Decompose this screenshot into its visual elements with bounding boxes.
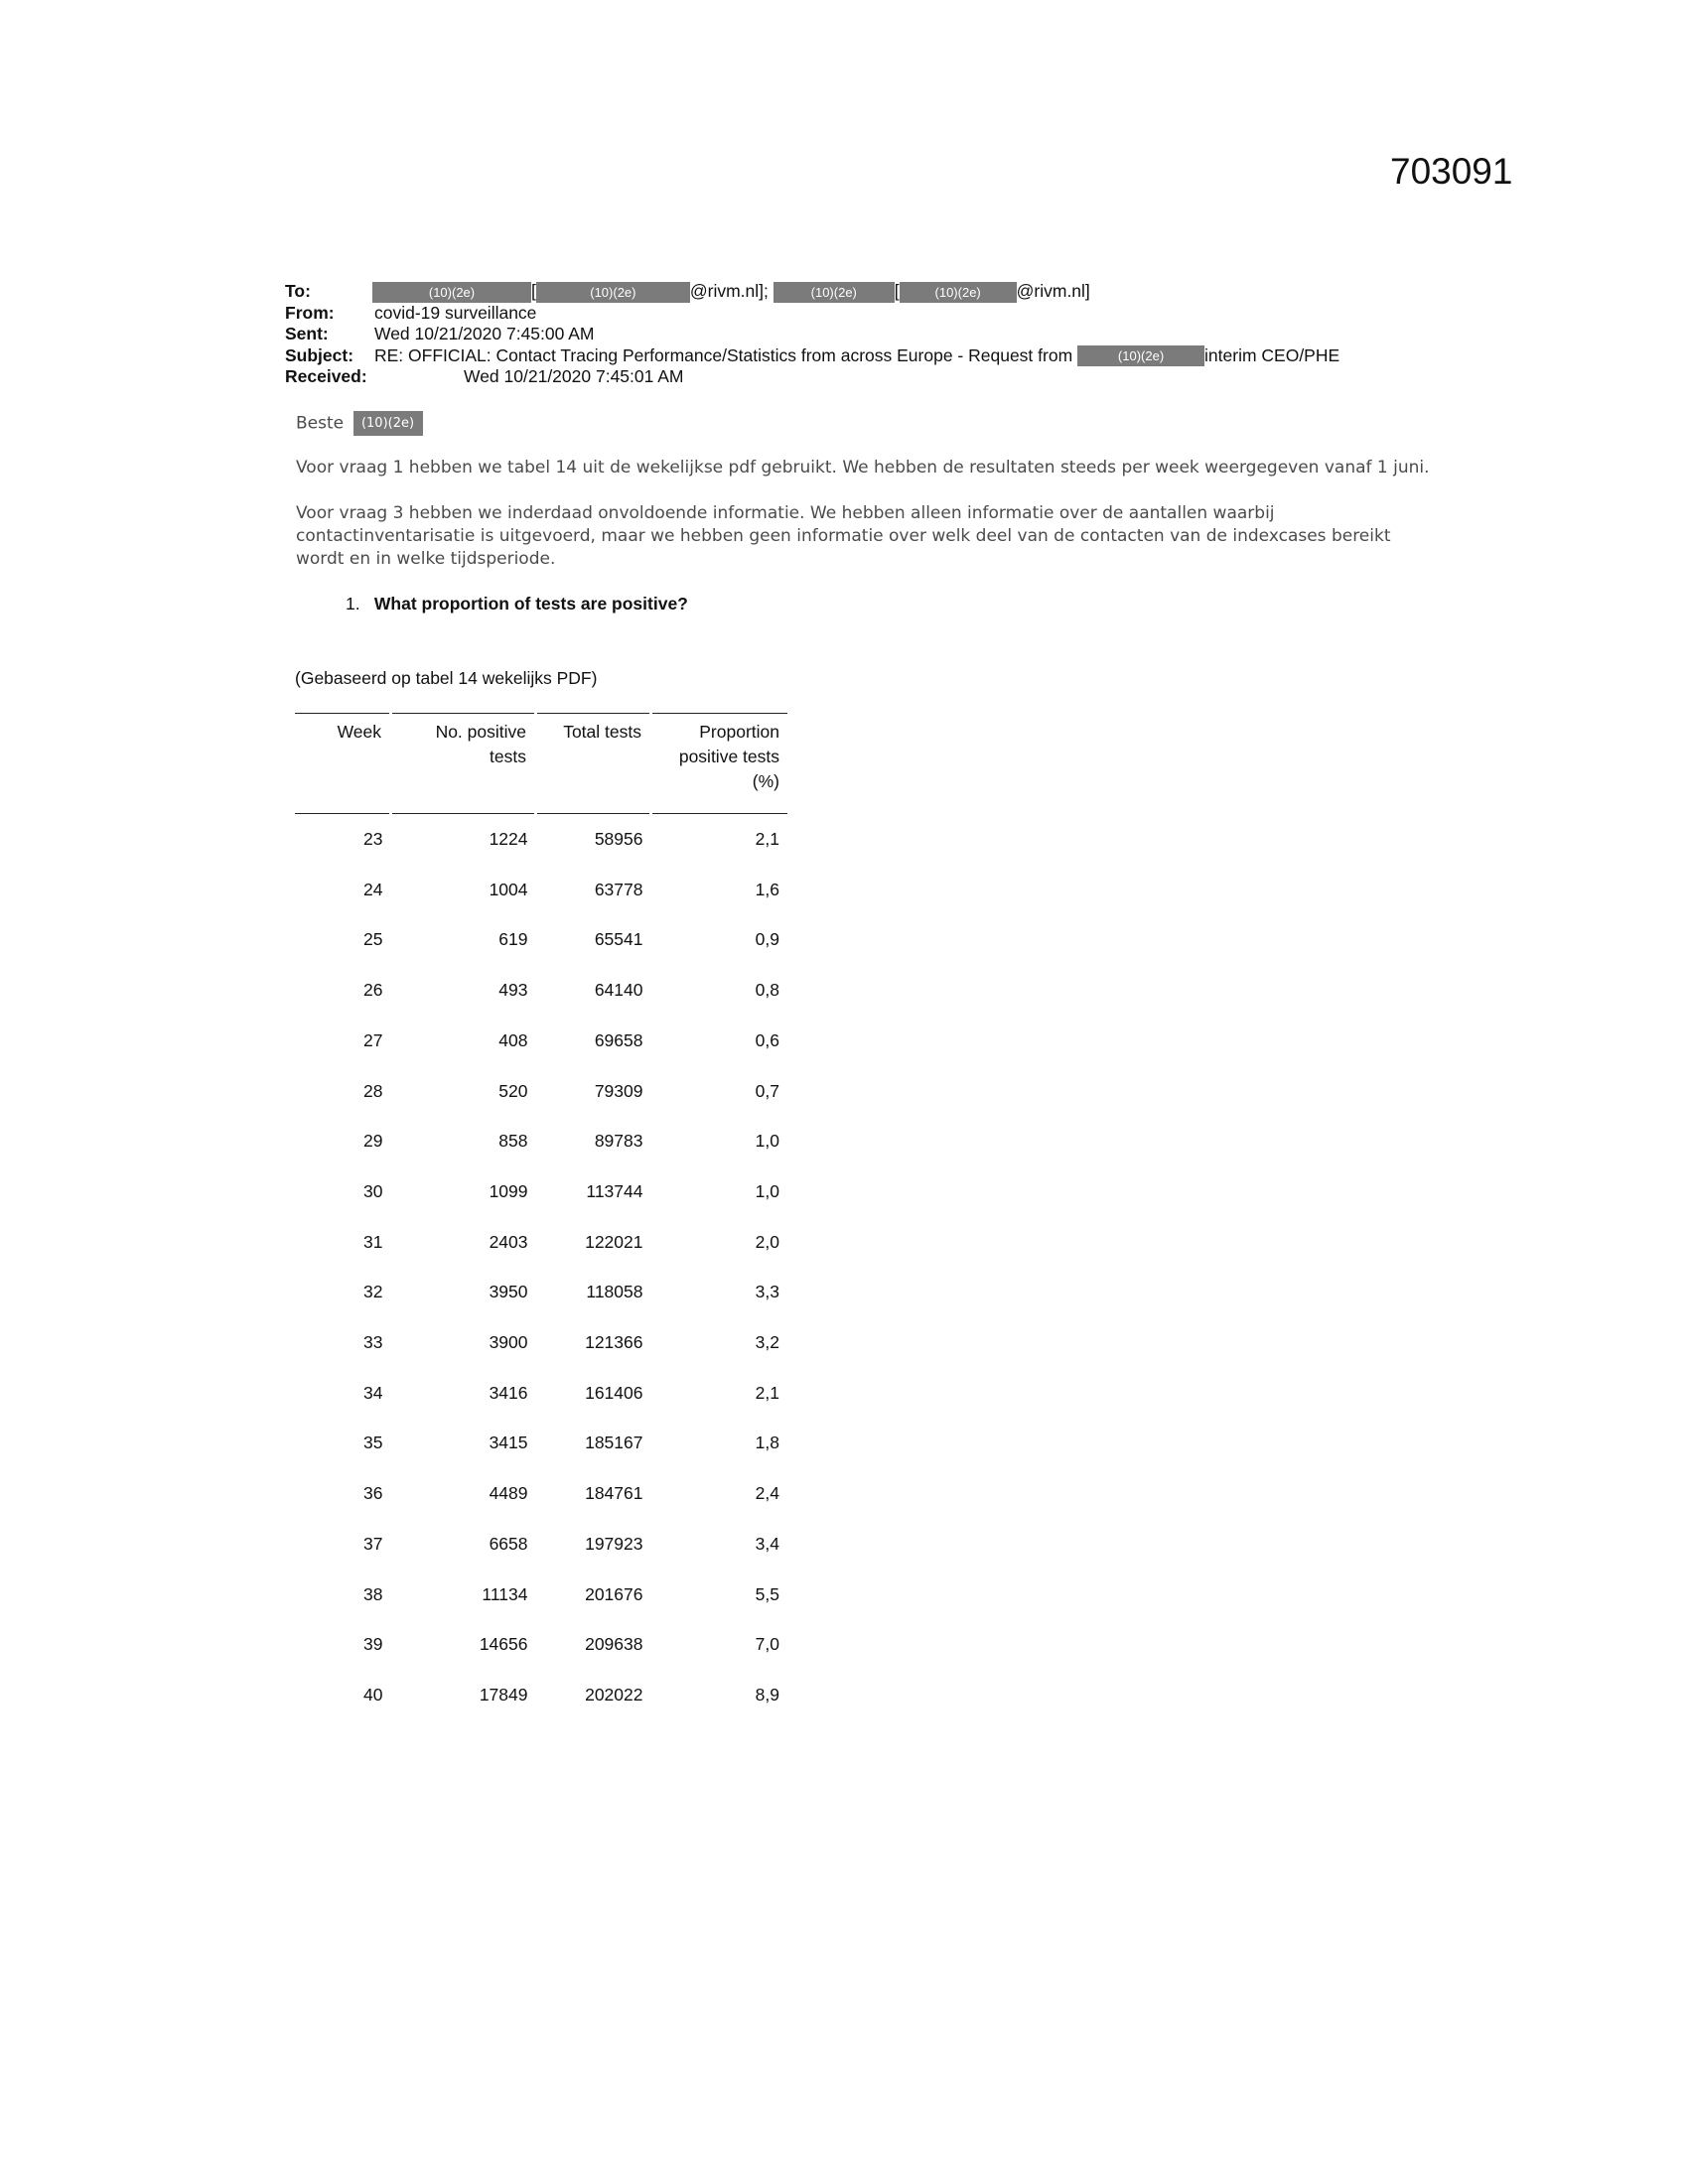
week-cell: 33 xyxy=(363,1332,383,1353)
table-row xyxy=(295,1368,787,1419)
source-note: (Gebaseerd op tabel 14 wekelijks PDF) xyxy=(295,668,598,688)
total-tests-cell: 58956 xyxy=(594,829,643,849)
positive-tests-cell: 1224 xyxy=(489,829,528,849)
question-heading xyxy=(346,594,688,614)
positive-tests-cell: 4489 xyxy=(489,1483,528,1504)
paragraph: Voor vraag 1 hebben we tabel 14 uit de wekelijkse pdf gebruikt. We hebben de resultaten steeds per week weergegeven vanaf 1 juni. xyxy=(296,458,1430,478)
sent-row xyxy=(285,324,1526,345)
to-domain: @rivm.nl]; xyxy=(689,281,769,301)
proportion-cell: 0,9 xyxy=(755,929,779,950)
table-row xyxy=(295,1217,787,1268)
positive-tests-header: No. positive tests xyxy=(391,714,536,814)
week-cell: 23 xyxy=(363,829,383,849)
table-row xyxy=(295,1166,787,1217)
positive-tests-cell: 1099 xyxy=(489,1180,528,1201)
positive-tests-cell: 2403 xyxy=(489,1231,528,1252)
table-row xyxy=(295,865,787,915)
proportion-cell: 3,2 xyxy=(755,1332,779,1353)
week-cell: 28 xyxy=(363,1080,383,1101)
total-tests-cell: 197923 xyxy=(585,1533,643,1554)
proportion-cell: 2,1 xyxy=(755,829,779,849)
positive-tests-cell: 3900 xyxy=(489,1332,528,1353)
table-row xyxy=(295,1116,787,1166)
to-label: To: xyxy=(285,281,311,301)
table-row xyxy=(295,1468,787,1519)
proportion-cell: 1,0 xyxy=(755,1180,779,1201)
total-tests-cell: 202022 xyxy=(585,1684,643,1705)
to-value xyxy=(372,281,1090,303)
table-row xyxy=(295,1519,787,1570)
proportion-cell: 1,8 xyxy=(755,1433,779,1453)
table-row xyxy=(295,1670,787,1720)
total-tests-cell: 161406 xyxy=(585,1382,643,1403)
positive-tests-cell: 1004 xyxy=(489,879,528,899)
table-header-row xyxy=(295,714,787,814)
question-text: What proportion of tests are positive? xyxy=(373,594,688,614)
week-cell: 25 xyxy=(363,929,383,950)
week-cell: 38 xyxy=(363,1583,383,1604)
total-tests-cell: 209638 xyxy=(585,1634,643,1655)
total-tests-cell: 65541 xyxy=(594,929,643,950)
positive-tests-cell: 408 xyxy=(498,1029,528,1050)
proportion-cell: 3,4 xyxy=(755,1533,779,1554)
document-number: 703091 xyxy=(1390,151,1513,192)
proportion-cell: 0,8 xyxy=(755,980,779,1001)
from-row xyxy=(285,303,1526,325)
positive-tests-cell: 11134 xyxy=(482,1583,528,1604)
proportion-cell: 2,4 xyxy=(755,1483,779,1504)
positive-tests-cell: 3415 xyxy=(489,1433,528,1453)
proportion-cell: 2,1 xyxy=(755,1382,779,1403)
subject-row xyxy=(285,345,1526,367)
greeting-text: Beste xyxy=(296,413,345,434)
week-cell: 26 xyxy=(363,980,383,1001)
proportion-cell: 1,6 xyxy=(755,879,779,899)
proportion-header: Proportion positive tests (%) xyxy=(651,714,788,814)
table-body xyxy=(295,814,787,1720)
total-tests-cell: 64140 xyxy=(594,980,643,1001)
sent-value: Wed 10/21/2020 7:45:00 AM xyxy=(374,324,595,343)
table-row xyxy=(295,965,787,1016)
week-cell: 40 xyxy=(363,1684,383,1705)
total-tests-cell: 118058 xyxy=(586,1282,643,1302)
total-tests-cell: 89783 xyxy=(594,1131,643,1152)
proportion-cell: 7,0 xyxy=(755,1634,779,1655)
table-row xyxy=(295,1418,787,1468)
subject-text: RE: OFFICIAL: Contact Tracing Performance/Statistics from across Europe - Request from xyxy=(374,344,1073,365)
positive-tests-cell: 493 xyxy=(498,980,528,1001)
from-label: From: xyxy=(285,302,335,323)
positive-tests-cell: 3416 xyxy=(489,1382,528,1403)
total-tests-cell: 184761 xyxy=(585,1483,643,1504)
received-value: Wed 10/21/2020 7:45:01 AM xyxy=(464,366,684,386)
total-tests-header: Total tests xyxy=(536,714,651,814)
week-cell: 39 xyxy=(363,1634,383,1655)
week-cell: 31 xyxy=(363,1231,383,1252)
redaction-box: (10)(2e) xyxy=(900,282,1017,303)
table-row xyxy=(295,1570,787,1620)
question-number: 1. xyxy=(346,594,360,614)
proportion-cell: 8,9 xyxy=(755,1684,779,1705)
total-tests-cell: 185167 xyxy=(585,1433,643,1453)
total-tests-cell: 113744 xyxy=(586,1180,643,1201)
redaction-box: (10)(2e) xyxy=(353,411,423,436)
proportion-cell: 2,0 xyxy=(755,1231,779,1252)
week-cell: 24 xyxy=(363,879,383,899)
to-row xyxy=(285,281,1526,303)
from-value: covid-19 surveillance xyxy=(374,302,537,323)
total-tests-cell: 79309 xyxy=(594,1080,643,1101)
received-label: Received: xyxy=(285,366,367,386)
redaction-box: (10)(2e) xyxy=(1077,345,1204,366)
paragraph: Voor vraag 3 hebben we inderdaad onvoldoende informatie. We hebben alleen informatie over de aantallen waarbij contactinventarisatie is uitgevoerd, maar we hebben geen informatie over welk deel van de contacten van de indexcases bereikt wordt en in welke tijdsperiode. xyxy=(296,503,1391,569)
table-row xyxy=(295,1066,787,1117)
proportion-cell: 0,7 xyxy=(755,1080,779,1101)
positive-tests-cell: 3950 xyxy=(489,1282,528,1302)
table-row xyxy=(295,1619,787,1670)
positive-tests-cell: 858 xyxy=(498,1131,528,1152)
redaction-box: (10)(2e) xyxy=(774,282,895,303)
table-row xyxy=(295,1267,787,1317)
week-cell: 32 xyxy=(363,1282,383,1302)
subject-value xyxy=(374,345,1339,367)
received-row xyxy=(285,366,1526,388)
week-cell: 34 xyxy=(363,1382,383,1403)
positive-tests-cell: 520 xyxy=(498,1080,528,1101)
total-tests-cell: 121366 xyxy=(585,1332,643,1353)
week-cell: 35 xyxy=(363,1433,383,1453)
proportion-cell: 0,6 xyxy=(755,1029,779,1050)
proportion-cell: 1,0 xyxy=(755,1131,779,1152)
total-tests-cell: 69658 xyxy=(594,1029,643,1050)
week-cell: 29 xyxy=(363,1131,383,1152)
to-bracket: [ xyxy=(894,281,900,301)
email-header xyxy=(285,281,1526,388)
positive-tests-cell: 17849 xyxy=(479,1684,528,1705)
greeting xyxy=(296,411,423,436)
table-row xyxy=(295,1016,787,1066)
total-tests-cell: 201676 xyxy=(585,1583,643,1604)
table-row xyxy=(295,914,787,965)
week-cell: 30 xyxy=(363,1180,383,1201)
to-bracket: [ xyxy=(531,281,536,301)
subject-label: Subject: xyxy=(285,344,354,365)
subject-suffix: interim CEO/PHE xyxy=(1204,344,1340,365)
week-cell: 37 xyxy=(363,1533,383,1554)
to-domain: @rivm.nl] xyxy=(1016,281,1090,301)
positive-tests-cell: 619 xyxy=(498,929,528,950)
week-cell: 36 xyxy=(363,1483,383,1504)
sent-label: Sent: xyxy=(285,324,329,343)
positive-tests-table xyxy=(295,713,787,1720)
table-row xyxy=(295,814,787,865)
positive-tests-cell: 14656 xyxy=(479,1634,528,1655)
week-cell: 27 xyxy=(363,1029,383,1050)
total-tests-cell: 63778 xyxy=(594,879,643,899)
proportion-cell: 5,5 xyxy=(755,1583,779,1604)
proportion-cell: 3,3 xyxy=(755,1282,779,1302)
redaction-box: (10)(2e) xyxy=(372,282,531,303)
positive-tests-cell: 6658 xyxy=(489,1533,528,1554)
total-tests-cell: 122021 xyxy=(585,1231,643,1252)
redaction-box: (10)(2e) xyxy=(536,282,690,303)
table-row xyxy=(295,1317,787,1368)
week-header: Week xyxy=(295,714,391,814)
